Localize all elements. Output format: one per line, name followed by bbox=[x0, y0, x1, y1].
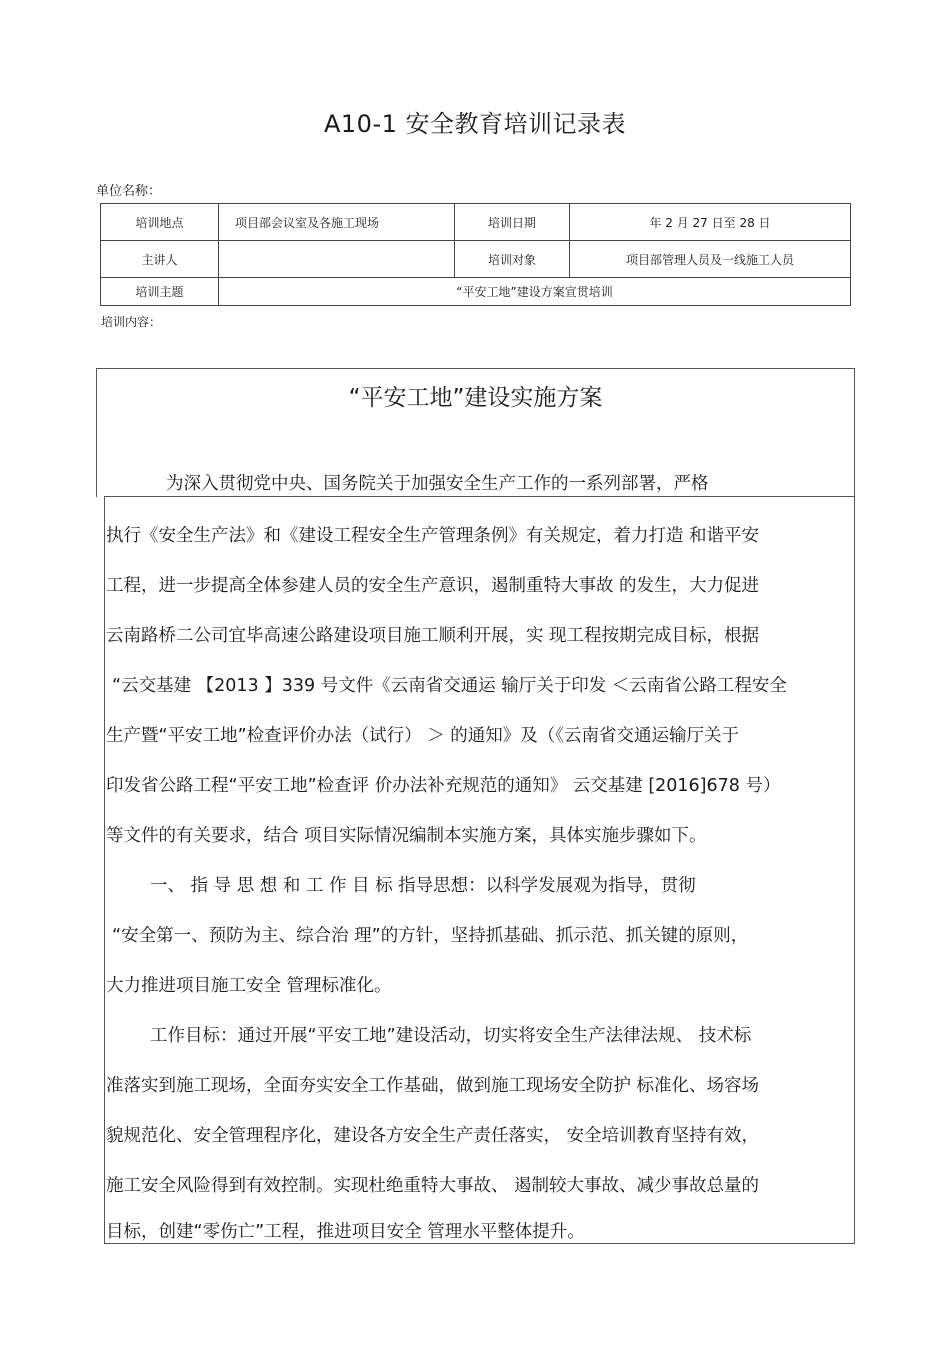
plan-line: 生产暨“平安工地”检查评价办法（试行） ＞ 的通知》及（《云南省交通运输厅关于 bbox=[106, 726, 740, 746]
unit-name-label: 单位名称： bbox=[96, 184, 162, 199]
audience-value: 项目部管理人员及一线施工人员 bbox=[570, 241, 851, 278]
training-content-label: 培训内容： bbox=[101, 315, 162, 329]
plan-line: 施工安全风险得到有效控制。实现杜绝重特大事故、 遏制较大事故、减少事故总量的 bbox=[106, 1176, 760, 1196]
plan-line: 目标，创建“零伤亡”工程，推进项目安全 管理水平整体提升。 bbox=[106, 1222, 585, 1242]
location-label: 培训地点 bbox=[101, 204, 219, 241]
plan-line: 印发省公路工程“平安工地”检查评 价办法补充规范的通知》 云交基建 [2016]678 号） bbox=[106, 776, 781, 796]
speaker-value bbox=[219, 241, 455, 278]
plan-line: 执行《安全生产法》和《建设工程安全生产管理条例》有关规定，着力打造 和谐平安 bbox=[106, 526, 760, 546]
plan-line: 工程，进一步提高全体参建人员的安全生产意识，遏制重特大事故 的发生，大力促进 bbox=[106, 576, 760, 596]
plan-title: “平安工地”建设实施方案 bbox=[348, 385, 603, 411]
plan-line: “云交基建 【2013 】339 号文件《云南省交通运 输厅关于印发 ＜云南省公路工程安全 bbox=[112, 676, 787, 696]
plan-line: “安全第一、预防为主、综合治 理”的方针，坚持抓基础、抓示范、抓关键的原则， bbox=[112, 926, 749, 946]
plan-line: 大力推进项目施工安全 管理标准化。 bbox=[106, 976, 392, 996]
date-label: 培训日期 bbox=[455, 204, 570, 241]
plan-line: 貌规范化、安全管理程序化，建设各方安全生产责任落实， 安全培训教育坚持有效， bbox=[106, 1126, 760, 1146]
audience-label: 培训对象 bbox=[455, 241, 570, 278]
plan-line: 为深入贯彻党中央、国务院关于加强安全生产工作的一系列部署，严格 bbox=[166, 474, 709, 494]
plan-line: 等文件的有关要求，结合 项目实际情况编制本实施方案，具体实施步骤如下。 bbox=[106, 826, 707, 846]
page-title: A10-1 安全教育培训记录表 bbox=[323, 110, 626, 138]
location-value: 项目部会议室及各施工现场 bbox=[219, 204, 455, 241]
topic-label: 培训主题 bbox=[101, 278, 219, 306]
plan-line: 云南路桥二公司宜毕高速公路建设项目施工顺利开展，实 现工程按期完成目标，根据 bbox=[106, 626, 760, 646]
speaker-label: 主讲人 bbox=[101, 241, 219, 278]
plan-line: 准落实到施工现场，全面夯实安全工作基础，做到施工现场安全防护 标准化、场容场 bbox=[106, 1076, 760, 1096]
date-value: 年 2 月 27 日至 28 日 bbox=[570, 204, 851, 241]
plan-line: 工作目标：通过开展“平安工地”建设活动，切实将安全生产法律法规、 技术标 bbox=[150, 1026, 752, 1046]
training-info-table bbox=[100, 203, 851, 306]
plan-line: 一、 指 导 思 想 和 工 作 目 标 指导思想：以科学发展观为指导，贯彻 bbox=[150, 876, 696, 896]
topic-value: “平安工地”建设方案宣贯培训 bbox=[219, 278, 851, 306]
